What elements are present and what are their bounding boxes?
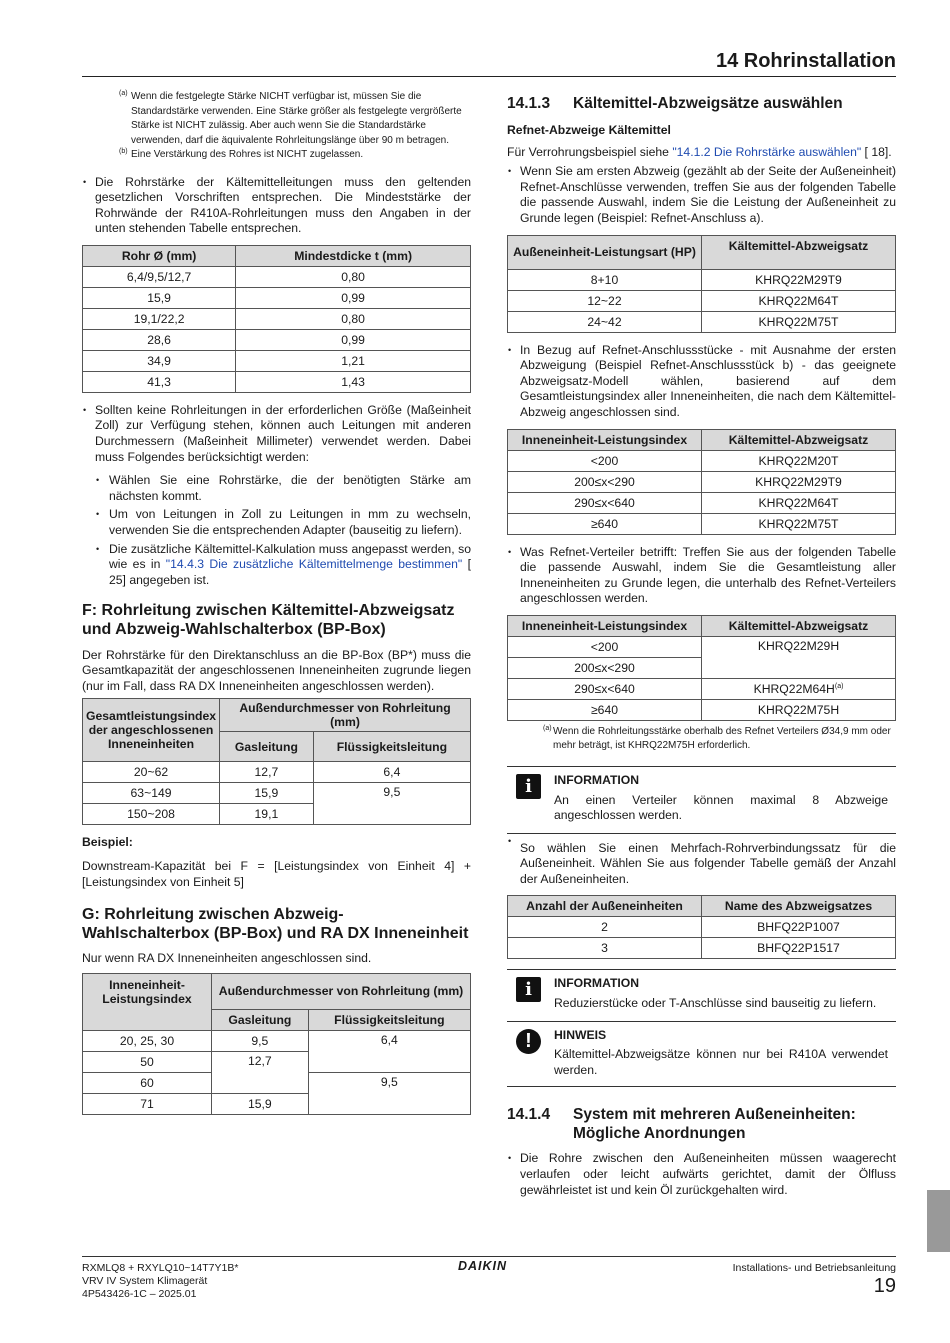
notice-box: ! HINWEIS Kältemittel-Abzweigsätze können nur bei R410A verwendet werden. xyxy=(507,1021,896,1088)
footnote-a: (a) Wenn die festgelegte Stärke NICHT verfügbar ist, müssen Sie die Standardstärke verwenden. Eine Stärke größer als festgelegte vergrößerte Stärke ist NICHT zulässig. Aber auch wenn Sie die Standardstärke verwenden, darf die äquivalente Rohrleitungslänge über 90 m betragen. xyxy=(119,90,462,146)
link-14-4-3[interactable]: "14.4.3 Die zusätzliche Kältemittelmenge bestimmen" xyxy=(165,557,463,572)
chapter-tab xyxy=(927,1190,950,1252)
bullet-pipe-thickness: • Die Rohrstärke der Kältemittelleitungen muss den geltenden gesetzlichen Vorschriften entsprechen. Die Mindeststärke der Rohrwände der R410A-Rohrleitungen muss den Angaben in der unten stehenden Tabelle entsprechen. xyxy=(82,175,471,237)
table-multi-outdoor: Anzahl der Außeneinheiten Name des Abzweigsatzes 2 BHFQ22P1007 3 BHFQ22P1517 xyxy=(507,895,896,959)
subheading-refnet: Refnet-Abzweige Kältemittel xyxy=(507,123,671,137)
table-row: 63~149 15,9 9,5 xyxy=(83,783,471,804)
info-icon: i xyxy=(516,774,541,799)
table-row: 6,4/9,5/12,7 0,80 xyxy=(83,266,471,287)
table-row: 12~22 KHRQ22M64T xyxy=(508,290,896,311)
footnote-b: (b) Eine Verstärkung des Rohres ist NICHT zugelassen. xyxy=(119,148,364,160)
info-box-1: i INFORMATION An einen Verteiler können maximal 8 Abzweige angeschlossen werden. xyxy=(507,766,896,827)
table-row: 3 BHFQ22P1517 xyxy=(508,938,896,959)
table-row: 19,1/22,2 0,80 xyxy=(83,308,471,329)
paragraph-f: Der Rohrstärke für den Direktanschluss an die BP-Box (BP*) muss die Gesamtkapazität der angeschlossenen Inneneinheiten zugrunde liegen (nur im Fall, dass RA DX Inneneinheiten angeschlossen werden). xyxy=(82,647,471,693)
bullet-first-branch: • Wenn Sie am ersten Abzweig (gezählt ab der Seite der Außeneinheit) Refnet-Anschlüsse verwenden, treffen Sie aus der folgenden Tabelle die passende Auswahl, indem Sie die Leistung der Außeneinheit zu Grunde legen (Beispiel: Refnet-Anschluss a). xyxy=(507,164,896,226)
min-thickness-table xyxy=(82,245,471,393)
chapter-title: 14 Rohrinstallation xyxy=(715,50,896,72)
col-header: Mindestdicke t (mm) xyxy=(236,245,471,266)
heading-14-1-4: 14.1.4 System mit mehreren Außeneinheiten: Mögliche Anordnungen xyxy=(507,1106,856,1143)
table-refnet-joint: Inneneinheit-Leistungsindex Kältemittel-Abzweigsatz <200 KHRQ22M20T 200≤x<290 KHRQ22M29T9 290≤x<640 KHRQ22M64T ≥640 KHRQ22M75T xyxy=(507,429,896,535)
bullet-refnet-joints: • In Bezug auf Refnet-Anschlussstücke - mit Ausnahme der ersten Abzweigung (Beispiel Refnet-Anschlussstück b) - das geeignete Abzweigsatz-Modell wählen, basierend auf dem Gesamtleistungsindex aller Inneneinheiten, die nach dem Kältemittel-Abzweig angeschlossen sind. xyxy=(507,343,896,421)
table-row: <200 KHRQ22M29H xyxy=(508,636,896,657)
table-row: 15,9 0,99 xyxy=(83,287,471,308)
left-column xyxy=(82,90,471,1115)
table-row: 20, 25, 30 9,5 6,4 xyxy=(83,1030,471,1051)
heading-f: F: Rohrleitung zwischen Kältemittel-Abzweigsatz und Abzweig-Wahlschalterbox (BP-Box) xyxy=(82,602,455,638)
table-row: 28,6 0,99 xyxy=(83,329,471,350)
table-row: 8+10 KHRQ22M29T9 xyxy=(508,269,896,290)
bullet-inch-pipes: • Sollten keine Rohrleitungen in der erforderlichen Größe (Maßeinheit Zoll) zur Verfügung stehen, können auch Leitungen mit anderen Durchmessern (Maßeinheit Millimeter) verwendet werden. Dabei muss Folgendes berücksichtigt werden: xyxy=(82,403,471,465)
col-header: Rohr Ø (mm) xyxy=(83,245,236,266)
table-row: 34,9 1,21 xyxy=(83,350,471,371)
paragraph-g: Nur wenn RA DX Inneneinheiten angeschlossen sind. xyxy=(82,951,372,966)
paragraph-refnet: Für Verrohrungsbeispiel siehe "14.1.2 Die Rohrstärke auswählen" [ 18]. xyxy=(507,144,892,159)
table-row: ≥640 KHRQ22M75T xyxy=(508,513,896,534)
table-row: 20~62 12,7 6,4 xyxy=(83,762,471,783)
example-text: Downstream-Kapazität bei F = [Leistungsindex von Einheit 4] + [Leistungsindex von Einheit 5] xyxy=(82,858,471,889)
sub-bullet-1: • Wählen Sie eine Rohrstärke, die der benötigten Stärke am nächsten kommt. xyxy=(82,473,471,504)
table-row: 60 9,5 xyxy=(83,1072,471,1093)
table-row: 50 12,7 xyxy=(83,1051,471,1072)
table-f: Gesamtleistungsindex der angeschlossenen Inneneinheiten Außendurchmesser von Rohrleitung (mm) Gasleitung Flüssigkeitsleitung 20~62 12,7 6,4 63~149 15,9 9,5 150~208 19,1 xyxy=(82,698,471,825)
table-row: 24~42 KHRQ22M75T xyxy=(508,311,896,332)
table-row: 2 BHFQ22P1007 xyxy=(508,917,896,938)
footer-rule xyxy=(82,1256,896,1257)
bullet-refnet-header: • Was Refnet-Verteiler betrifft: Treffen Sie aus der folgenden Tabelle die passende Auswahl, indem Sie die Gesamtleistung aller Inneneinheiten zu Grunde legen, die unterhalb des Refnet-Verteilers angeschlossen werden. xyxy=(507,545,896,607)
sub-bullet-3: • Die zusätzliche Kältemittel-Kalkulation muss angepasst werden, so wie es in "14.4.3 Die zusätzliche Kältemittelmenge bestimmen" [ 25] angegeben ist. xyxy=(82,542,471,589)
table-row: 200≤x<290 KHRQ22M29T9 xyxy=(508,471,896,492)
heading-14-1-3: 14.1.3 Kältemittel-Abzweigsätze auswählen xyxy=(507,95,843,112)
sub-bullet-2: • Um von Leitungen in Zoll zu Leitungen in mm zu wechseln, verwenden Sie die entsprechenden Adapter (bauseitig zu liefern). xyxy=(82,507,471,538)
page-number: 19 xyxy=(873,1275,896,1297)
table-row: 41,3 1,43 xyxy=(83,371,471,392)
right-column xyxy=(507,90,896,1206)
warning-icon: ! xyxy=(516,1029,541,1054)
table-refnet-header: Inneneinheit-Leistungsindex Kältemittel-Abzweigsatz <200 KHRQ22M29H 200≤x<290 290≤x<640 $KHRQ22M64H^{(a)}$ ≥640 KHRQ22M75H xyxy=(507,615,896,721)
daikin-logo: DAIKIN xyxy=(458,1259,508,1273)
bullet-pipe-routing: • Die Rohre zwischen den Außeneinheiten müssen waagerecht verlaufen oder leicht aufwärts gerichtet, damit der Ölfluss gewährleistet ist und kein Öl zurückgehalten wird. xyxy=(507,1151,896,1198)
page-header xyxy=(82,48,896,77)
info-box-2: i INFORMATION Reduzierstücke oder T-Anschlüsse sind bauseitig zu liefern. xyxy=(507,969,896,1014)
info-icon: i xyxy=(516,977,541,1002)
table-row: <200 KHRQ22M20T xyxy=(508,450,896,471)
table-row: ≥640 KHRQ22M75H xyxy=(508,699,896,720)
table-g: Inneneinheit-Leistungsindex Außendurchmesser von Rohrleitung (mm) Gasleitung Flüssigkeitsleitung 20, 25, 30 9,5 6,4 50 12,7 60 9,5 71 15,9 xyxy=(82,973,471,1115)
footer-right: Installations- und Betriebsanleitung xyxy=(732,1262,896,1274)
footnote-refnet: (a) Wenn die Rohrleitungsstärke oberhalb des Refnet Verteilers Ø34,9 mm oder mehr beträgt, ist KHRQ22M75H erforderlich. xyxy=(543,724,891,752)
heading-g: G: Rohrleitung zwischen Abzweig-Wahlschalterbox (BP-Box) und RA DX Inneneinheit xyxy=(82,906,469,942)
table-row: 290≤x<640 $KHRQ22M64H^{(a)}$ xyxy=(508,678,896,699)
example-label: Beispiel: xyxy=(82,835,133,850)
link-14-1-2[interactable]: "14.1.2 Die Rohrstärke auswählen" xyxy=(672,144,862,159)
footer-left: RXMLQ8 + RXYLQ10~14T7Y1B* VRV IV System Klimagerät 4P543426-1C – 2025.01 xyxy=(82,1262,239,1300)
bullet-multi-outdoor: • So wählen Sie einen Mehrfach-Rohrverbindungssatz für die Außeneinheit. Wählen Sie aus folgender Tabelle gemäß der Anzahl der Außeneinheiten. xyxy=(507,833,896,888)
table-row: 71 15,9 xyxy=(83,1093,471,1114)
table-outdoor-capacity: Außeneinheit-Leistungsart (HP) Kältemittel-Abzweigsatz 8+10 KHRQ22M29T9 12~22 KHRQ22M64T 24~42 KHRQ22M75T xyxy=(507,235,896,333)
table-row: 150~208 19,1 xyxy=(83,804,471,825)
table-row: 200≤x<290 xyxy=(508,657,896,678)
table-row: 290≤x<640 KHRQ22M64T xyxy=(508,492,896,513)
